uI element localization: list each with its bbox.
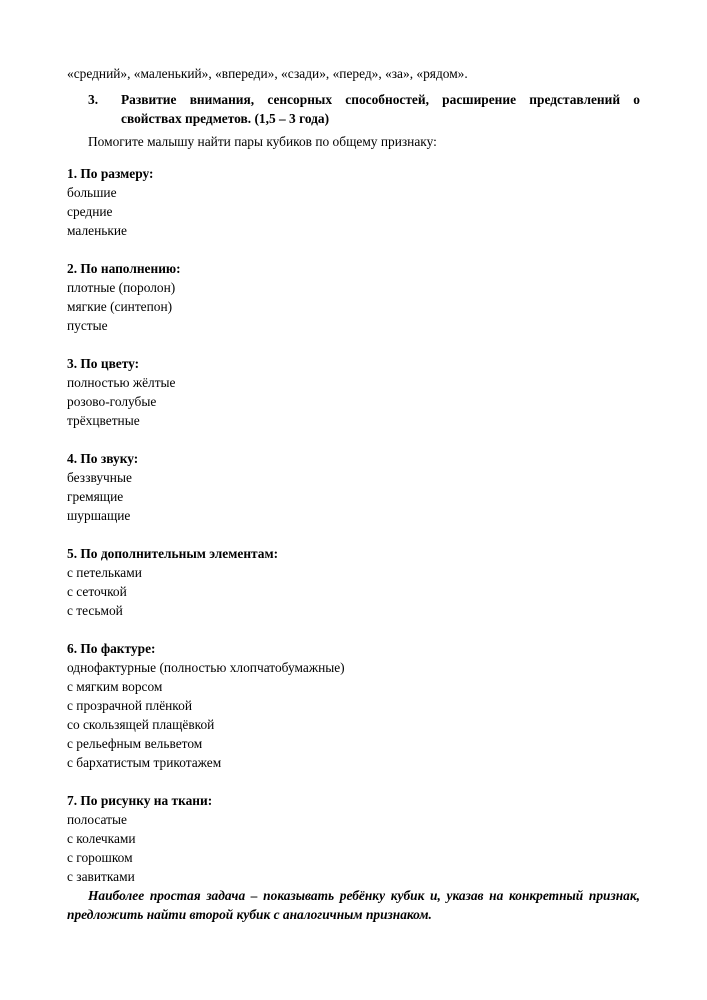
criteria-section <box>67 791 640 886</box>
list-item: полосатые <box>67 812 127 827</box>
list-item: с рельефным вельветом <box>67 736 203 751</box>
list-item: полностью жёлтые <box>67 375 176 390</box>
list-item: гремящие <box>67 489 124 504</box>
list-item: с колечками <box>67 831 136 846</box>
list-item: мягкие (синтепон) <box>67 299 173 314</box>
list-item: с сеточкой <box>67 584 127 599</box>
heading-number: 3. <box>88 92 99 107</box>
criteria-section <box>67 259 640 335</box>
criteria-sections <box>67 164 640 886</box>
list-item: трёхцветные <box>67 413 140 428</box>
section-title: 2. По наполнению: <box>67 261 181 276</box>
criteria-section <box>67 544 640 620</box>
section-title: 5. По дополнительным элементам: <box>67 546 279 561</box>
section-title: 7. По рисунку на ткани: <box>67 793 213 808</box>
list-item: с тесьмой <box>67 603 123 618</box>
conclusion-text: Наиболее простая задача – показывать ребёнку кубик и, указав на конкретный признак, предложить найти второй кубик с аналогичным признаком. <box>67 888 640 922</box>
list-item: однофактурные (полностью хлопчатобумажные) <box>67 660 345 675</box>
list-item: беззвучные <box>67 470 132 485</box>
criteria-section <box>67 164 640 240</box>
list-item: средние <box>67 204 113 219</box>
list-item: с мягким ворсом <box>67 679 163 694</box>
list-item: с горошком <box>67 850 133 865</box>
list-item: плотные (поролон) <box>67 280 176 295</box>
list-item: с завитками <box>67 869 135 884</box>
section-title: 3. По цвету: <box>67 356 140 371</box>
intro-text: Помогите малышу найти пары кубиков по общему признаку: <box>88 134 437 149</box>
criteria-section <box>67 449 640 525</box>
criteria-section <box>67 639 640 772</box>
list-item: большие <box>67 185 117 200</box>
list-item: маленькие <box>67 223 127 238</box>
list-item: с прозрачной плёнкой <box>67 698 192 713</box>
list-item: со скользящей плащёвкой <box>67 717 215 732</box>
list-item: с петельками <box>67 565 142 580</box>
section-heading <box>67 90 640 128</box>
continued-text-line: «средний», «маленький», «впереди», «сзади», «перед», «за», «рядом». <box>67 66 468 81</box>
list-item: розово-голубые <box>67 394 157 409</box>
criteria-section <box>67 354 640 430</box>
document-page <box>67 64 640 924</box>
section-title: 1. По размеру: <box>67 166 154 181</box>
section-title: 6. По фактуре: <box>67 641 156 656</box>
section-title: 4. По звуку: <box>67 451 139 466</box>
list-item: с бархатистым трикотажем <box>67 755 222 770</box>
list-item: пустые <box>67 318 108 333</box>
heading-text: Развитие внимания, сенсорных способностей, расширение представлений о свойствах предметов. (1,5 – 3 года) <box>121 92 640 126</box>
list-item: шуршащие <box>67 508 131 523</box>
